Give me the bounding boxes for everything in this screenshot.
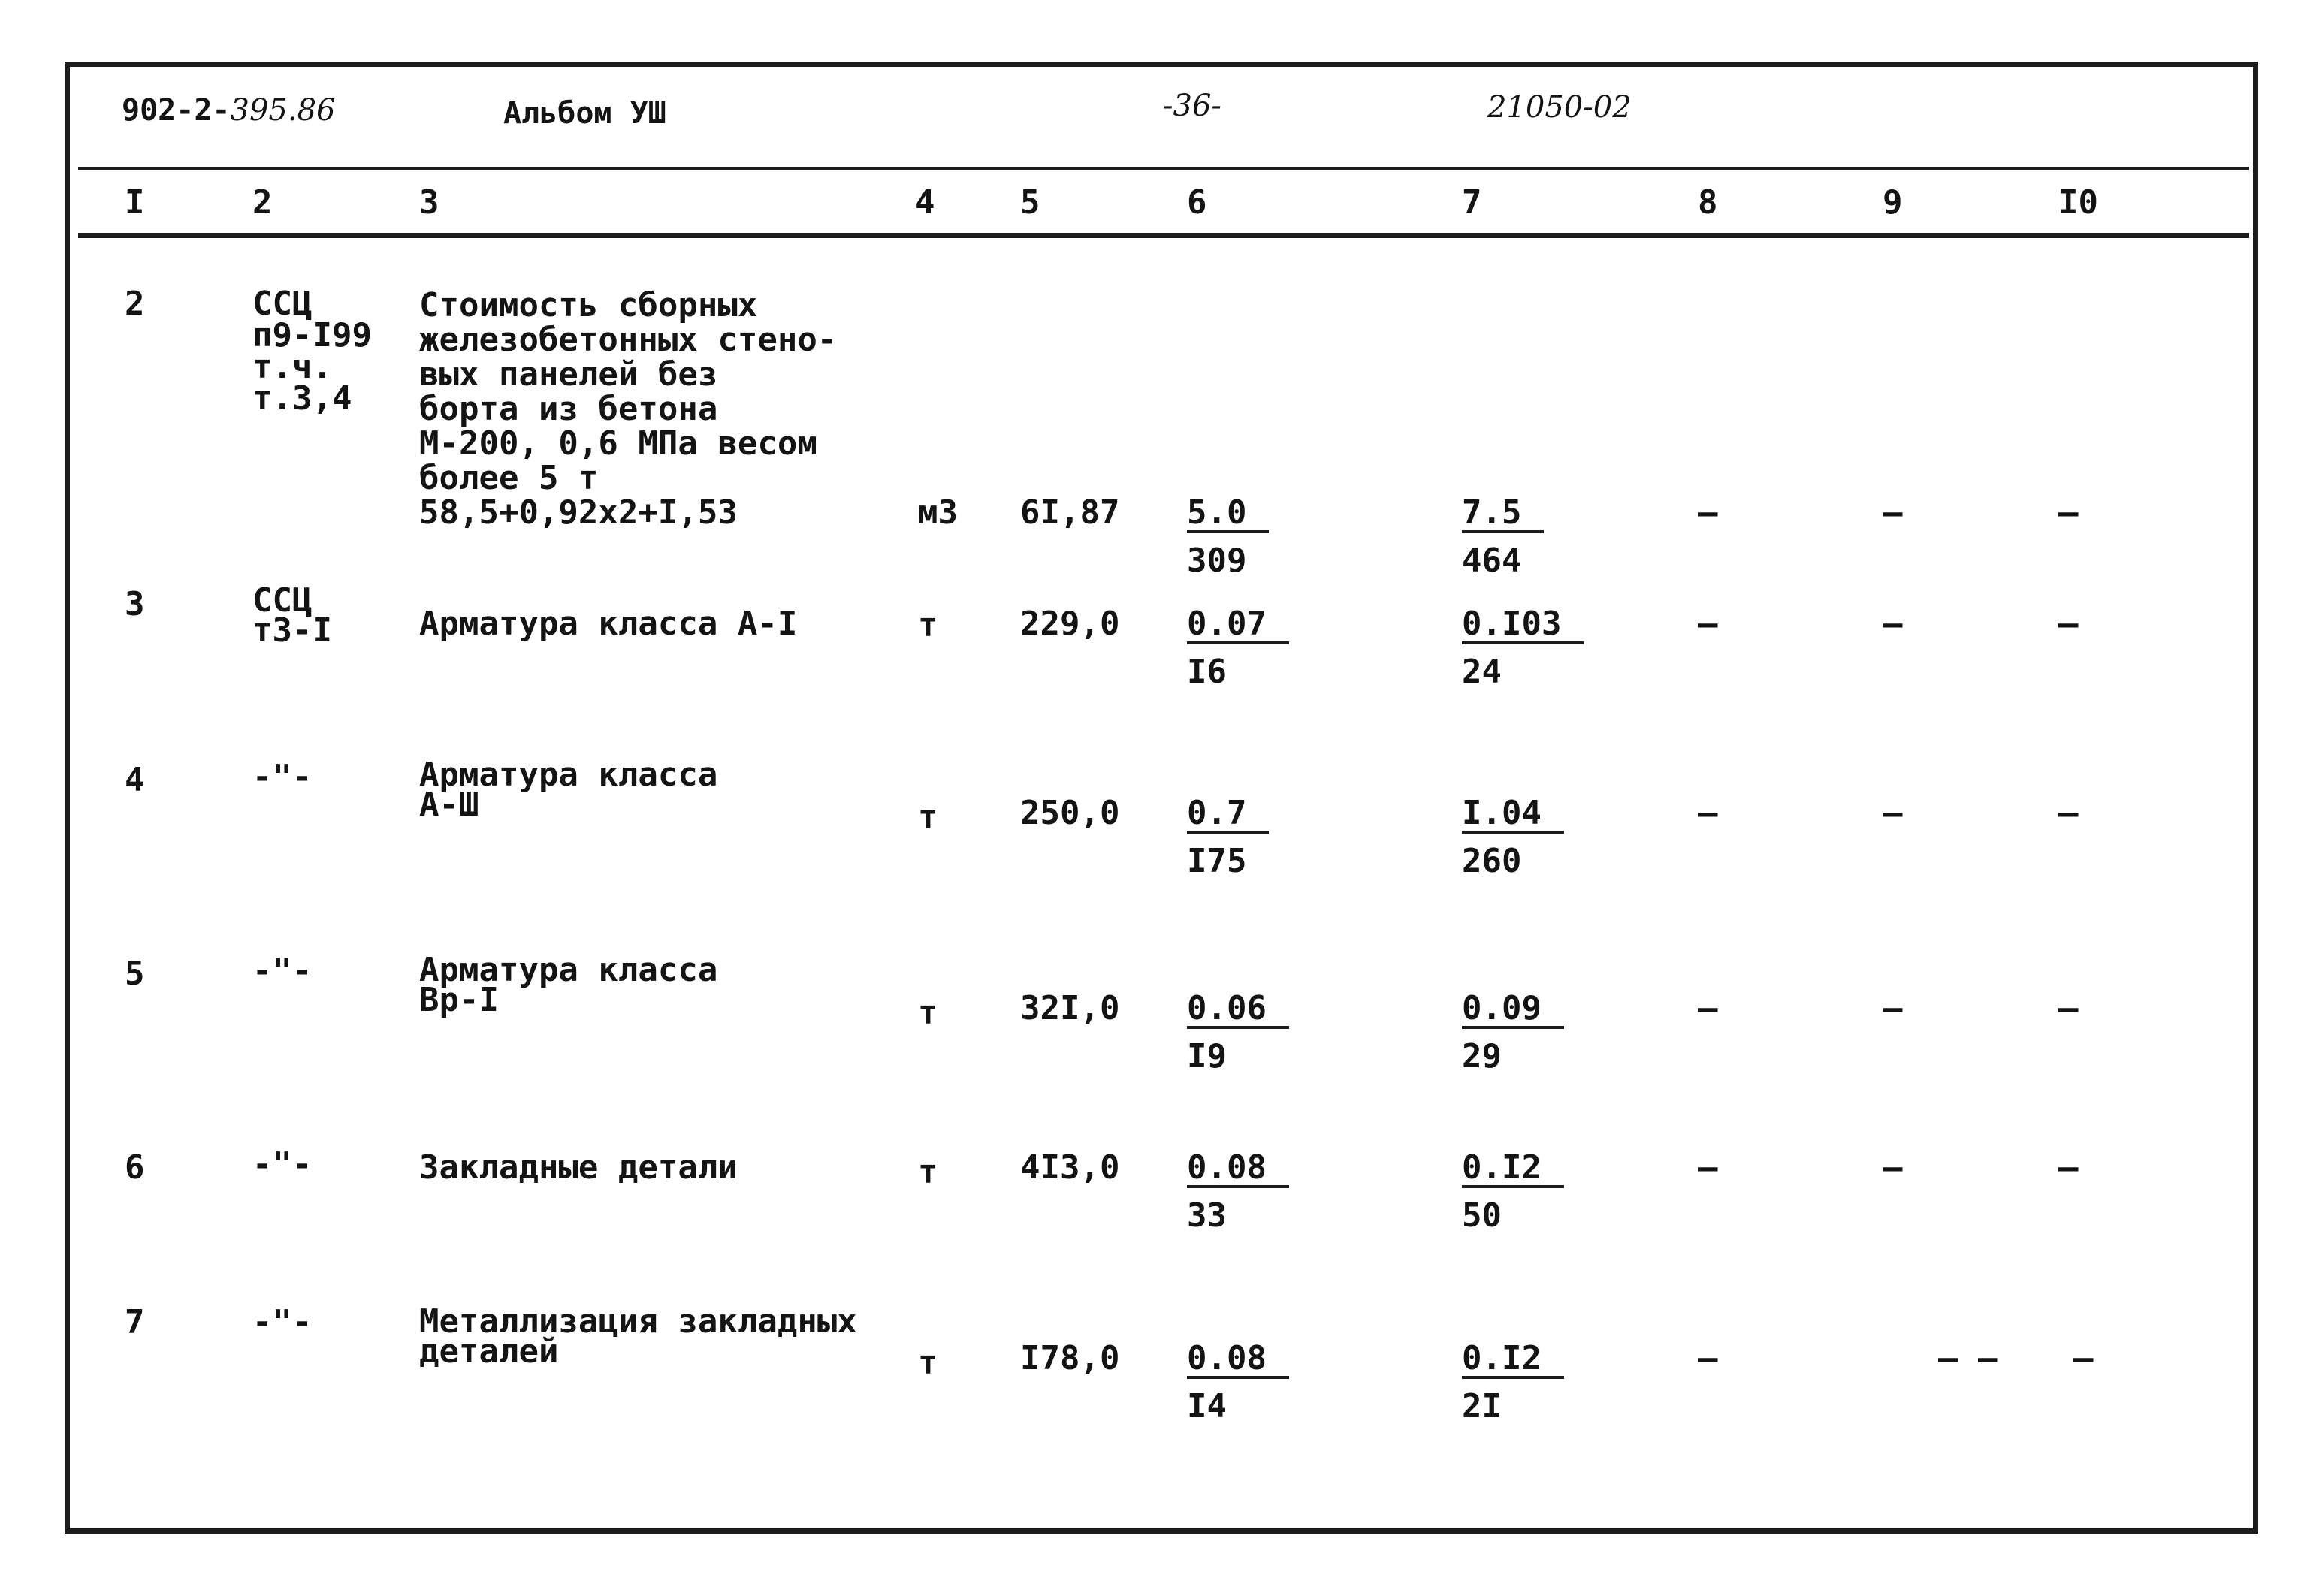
col7-denominator: 29 [1462,1037,1502,1076]
row-col8-value: – [1698,794,1718,832]
row-col10-value: – [2073,1339,2094,1377]
row-col7-value [1462,1148,1564,1235]
row-col9-value: – [1883,794,1903,832]
row-item-name [419,756,718,824]
row-reference: -"- [252,1303,313,1341]
col6-denominator: I75 [1187,842,1247,880]
col6-denominator: I4 [1187,1387,1227,1426]
row-col10-value: – [2058,493,2079,532]
col7-denominator: 50 [1462,1196,1502,1235]
column-number-9: 9 [1883,183,1903,222]
row-col7-value [1462,1341,1564,1424]
column-number-7: 7 [1462,183,1482,222]
row-number: 7 [125,1303,145,1341]
reference-line: т.3,4 [252,379,352,418]
row-col6-value [1187,607,1289,689]
item-name-line: А-Ш [419,786,479,824]
item-name-line: 58,5+0,92х2+I,53 [419,493,738,532]
column-number-8: 8 [1698,183,1718,222]
column-number-2: 2 [252,183,273,222]
header-rule-top [78,167,2249,170]
row-col6-value [1187,493,1269,580]
col6-numerator: 0.7 [1187,796,1269,834]
row-reference: -"- [252,758,313,796]
col7-numerator: 7.5 [1462,496,1544,533]
row-number: 3 [125,585,145,623]
col7-denominator: 2I [1462,1387,1502,1426]
row-number: 2 [125,285,145,323]
document-code-prefix: 902-2- [122,93,231,128]
col7-denominator: 260 [1462,842,1522,880]
column-number-5: 5 [1020,183,1040,222]
col6-numerator: 0.08 [1187,1341,1289,1379]
row-col7-value [1462,493,1544,580]
col6-denominator: I6 [1187,653,1227,691]
row-reference [252,581,332,650]
col7-denominator: 24 [1462,653,1502,691]
col7-numerator: 0.I2 [1462,1341,1564,1379]
col7-numerator: 0.I03 [1462,607,1584,644]
row-unit: т [918,606,938,644]
row-col9-value: – [1883,493,1903,532]
row-price: 229,0 [1020,605,1120,643]
item-name-line: М-200, 0,6 МПа весом [419,424,817,463]
item-name-line: Стоимость сборных [419,286,758,324]
col7-numerator: 0.09 [1462,991,1564,1029]
row-col9-value: – [1883,989,1903,1027]
item-name-line: Арматура класса [419,756,718,794]
row-number: 5 [125,955,145,993]
column-number-10: I0 [2058,183,2098,222]
col6-numerator: 0.06 [1187,991,1289,1029]
row-reference [252,285,372,418]
row-col10-value: – [2058,989,2079,1027]
row-reference: -"- [252,1145,313,1184]
row-price: I78,0 [1020,1339,1120,1377]
page-frame [65,62,2258,1534]
document-code [122,93,335,128]
column-number-3: 3 [419,183,439,222]
row-col7-value [1462,796,1564,879]
row-col7-value [1462,607,1584,689]
row-unit: т [918,1344,938,1382]
row-col8-value: – [1698,1339,1718,1377]
item-name-line: Металлизация закладных [419,1302,857,1341]
row-col10-value: – [2058,794,2079,832]
col6-denominator: 309 [1187,542,1247,580]
column-number-4: 4 [915,183,935,222]
row-number: 4 [125,761,145,799]
column-number-1: I [125,183,145,222]
col7-denominator: 464 [1462,542,1522,580]
row-col9-value: – [1883,605,1903,643]
doc-number: 21050-02 [1487,90,1632,125]
row-price: 32I,0 [1020,989,1120,1027]
row-unit: т [918,1153,938,1191]
reference-line: т3-I [252,611,332,650]
album-label: Альбом УШ [503,96,666,131]
row-col6-value [1187,796,1269,879]
item-name-line: железобетонных стено- [419,321,838,359]
row-unit: т [918,798,938,837]
row-item-name [419,288,837,530]
row-col6-value [1187,991,1289,1074]
col6-numerator: 0.08 [1187,1151,1289,1188]
col6-numerator: 5.0 [1187,496,1269,533]
item-name-line: Вр-I [419,981,499,1019]
item-name-line: Арматура класса А-I [419,605,798,643]
col6-denominator: I9 [1187,1037,1227,1076]
row-col10-value: – [2058,1148,2079,1187]
row-number: 6 [125,1148,145,1187]
row-price: 250,0 [1020,794,1120,832]
header-rule-bottom [78,233,2249,238]
col6-denominator: 33 [1187,1196,1227,1235]
row-col8-value: – [1698,493,1718,532]
row-col6-value [1187,1341,1289,1424]
reference-line: т.ч. [252,348,332,386]
row-col9-value: – [1883,1148,1903,1187]
row-item-name [419,1302,857,1371]
item-name-line: деталей [419,1332,559,1371]
row-price: 6I,87 [1020,493,1120,532]
document-code-handwritten: 395.86 [230,93,336,128]
row-unit: т [918,994,938,1032]
row-col10-value: – [2058,605,2079,643]
item-name-line: борта из бетона [419,390,718,428]
row-item-name [419,951,718,1019]
row-col8-value: – [1698,1148,1718,1187]
row-col8-value: – [1698,605,1718,643]
row-col7-value [1462,991,1564,1074]
row-col9-value: – – [1938,1339,1998,1377]
row-reference: -"- [252,952,313,990]
reference-line: п9-I99 [252,316,372,354]
reference-line: ССЦ [252,581,313,620]
col7-numerator: I.04 [1462,796,1564,834]
page-number: -36- [1163,89,1221,123]
item-name-line: Закладные детали [419,1148,738,1187]
row-col6-value [1187,1148,1289,1235]
row-item-name [419,607,797,641]
row-item-name [419,1148,738,1187]
item-name-line: вых панелей без [419,355,718,394]
item-name-line: Арматура класса [419,951,718,989]
row-col8-value: – [1698,989,1718,1027]
col7-numerator: 0.I2 [1462,1151,1564,1188]
col6-numerator: 0.07 [1187,607,1289,644]
reference-line: ССЦ [252,285,313,323]
row-price: 4I3,0 [1020,1148,1120,1187]
column-number-6: 6 [1187,183,1207,222]
item-name-line: более 5 т [419,459,599,497]
row-unit: м3 [918,493,958,532]
